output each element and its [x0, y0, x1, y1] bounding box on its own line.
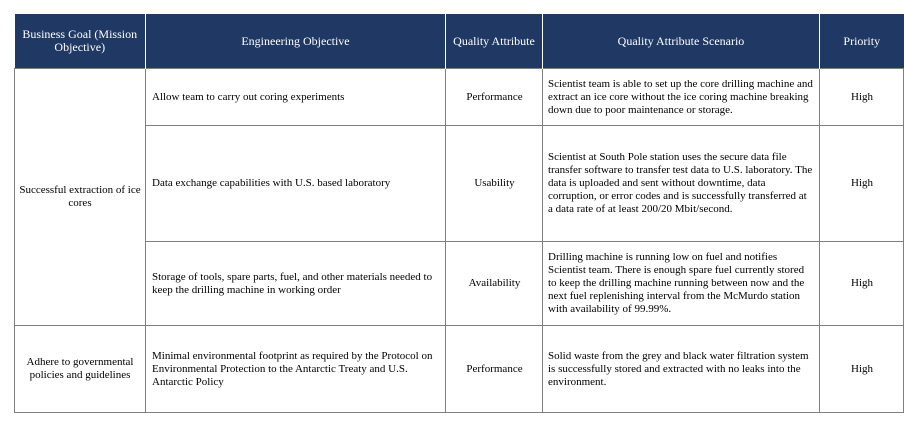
engineering-objective-cell: Storage of tools, spare parts, fuel, and other materials needed to keep the drilling machine in working order	[146, 242, 446, 326]
header-scenario: Quality Attribute Scenario	[543, 14, 820, 69]
engineering-objective-cell: Allow team to carry out coring experiments	[146, 69, 446, 126]
header-business-goal: Business Goal (Mission Objective)	[15, 14, 146, 69]
priority-cell: High	[820, 69, 904, 126]
quality-attribute-cell: Usability	[446, 126, 543, 242]
engineering-objective-cell: Data exchange capabilities with U.S. based laboratory	[146, 126, 446, 242]
priority-cell: High	[820, 242, 904, 326]
scenario-cell: Drilling machine is running low on fuel and notifies Scientist team. There is enough spare fuel currently stored to keep the drilling machine running between now and the next fuel replenishing interval from the McMurdo station with availability of 99.99%.	[543, 242, 820, 326]
engineering-objective-cell: Minimal environmental footprint as required by the Protocol on Environmental Protection to the Antarctic Treaty and U.S. Antarctic Policy	[146, 326, 446, 413]
header-quality-attribute: Quality Attribute	[446, 14, 543, 69]
table-row	[15, 126, 904, 242]
scenario-cell: Scientist at South Pole station uses the secure data file transfer software to transfer test data to U.S. laboratory. The data is uploaded and sent without downtime, data corruption, or error codes and is successfully transferred at a data rate of at least 200/20 Mbit/second.	[543, 126, 820, 242]
header-engineering-objective: Engineering Objective	[146, 14, 446, 69]
table-row	[15, 326, 904, 413]
scenario-cell: Solid waste from the grey and black water filtration system is successfully stored and extracted with no leaks into the environment.	[543, 326, 820, 413]
quality-attribute-table	[14, 14, 904, 413]
priority-cell: High	[820, 126, 904, 242]
priority-cell: High	[820, 326, 904, 413]
business-goal-cell: Adhere to governmental policies and guidelines	[15, 326, 146, 413]
quality-attribute-cell: Availability	[446, 242, 543, 326]
table-row	[15, 242, 904, 326]
table-body	[15, 69, 904, 413]
scenario-cell: Scientist team is able to set up the core drilling machine and extract an ice core without the ice coring machine breaking down due to poor maintenance or storage.	[543, 69, 820, 126]
business-goal-cell: Successful extraction of ice cores	[15, 69, 146, 326]
table-row	[15, 69, 904, 126]
quality-attribute-cell: Performance	[446, 69, 543, 126]
quality-attribute-cell: Performance	[446, 326, 543, 413]
header-priority: Priority	[820, 14, 904, 69]
table-header	[15, 14, 904, 69]
header-row	[15, 14, 904, 69]
